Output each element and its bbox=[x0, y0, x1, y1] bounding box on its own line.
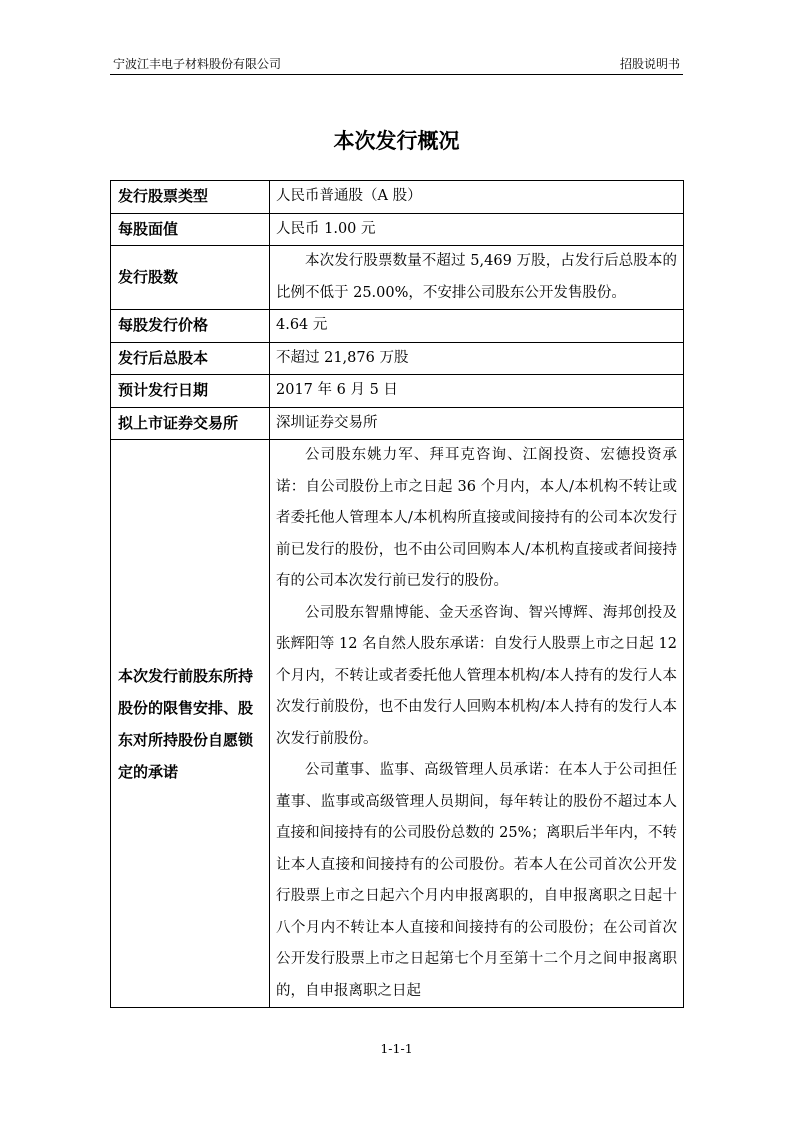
row-label: 发行后总股本 bbox=[111, 342, 270, 375]
row-label: 发行股票类型 bbox=[111, 181, 270, 214]
row-label: 每股发行价格 bbox=[111, 310, 270, 343]
header-company-name: 宁波江丰电子材料股份有限公司 bbox=[113, 57, 282, 71]
offering-summary-table bbox=[110, 180, 684, 1008]
row-value bbox=[270, 440, 684, 1008]
table-row-exchange bbox=[111, 407, 684, 440]
row-value: 不超过 21,876 万股 bbox=[270, 342, 684, 375]
row-label: 发行股数 bbox=[111, 246, 270, 310]
lockup-paragraph: 公司董事、监事、高级管理人员承诺：在本人于公司担任董事、监事或高级管理人员期间，每年转让的股份不超过本人直接和间接持有的公司股份总数的 25%；离职后半年内，不转让本人直接和间接持有的公司股份。若本人在公司首次公开发行股票上市之日起六个月内申报离职的，自申报离职之日起十八个月内不转让本人直接和间接持有的公司股份；在公司首次公开发行股票上市之日起第七个月至第十二个月之间申报离职的，自申报离职之日起 bbox=[276, 762, 677, 999]
row-value: 4.64 元 bbox=[270, 310, 684, 343]
header-divider bbox=[110, 74, 683, 75]
header-document-type: 招股说明书 bbox=[619, 57, 680, 71]
row-value: 人民币 1.00 元 bbox=[270, 213, 684, 246]
lockup-paragraph: 公司股东智鼎博能、金天丞咨询、智兴博辉、海邦创投及张辉阳等 12 名自然人股东承诺：自发行人股票上市之日起 12 个月内，不转让或者委托他人管理本机构/本人持有的发行人本次发行前股份，也不由发行人回购本机构/本人持有的发行人本次发行前股份。 bbox=[276, 604, 677, 747]
table-row-stock-type bbox=[111, 181, 684, 214]
row-value: 深圳证券交易所 bbox=[270, 407, 684, 440]
table-row-total-shares bbox=[111, 342, 684, 375]
row-value-paragraph: 本次发行股票数量不超过 5,469 万股，占发行后总股本的比例不低于 25.00%，不安排公司股东公开发售股份。 bbox=[276, 253, 677, 301]
row-label: 本次发行前股东所持股份的限售安排、股东对所持股份自愿锁定的承诺 bbox=[111, 440, 270, 1008]
row-value: 人民币普通股（A 股） bbox=[270, 181, 684, 214]
lockup-paragraph: 公司股东姚力军、拜耳克咨询、江阁投资、宏德投资承诺：自公司股份上市之日起 36 个月内，本人/本机构不转让或者委托他人管理本人/本机构所直接或间接持有的公司本次发行前已发行的股份，也不由公司回购本人/本机构直接或者间接持有的公司本次发行前已发行的股份。 bbox=[276, 447, 677, 589]
row-value bbox=[270, 246, 684, 310]
row-label: 每股面值 bbox=[111, 213, 270, 246]
page-number: 1-1-1 bbox=[380, 1041, 413, 1056]
row-label: 预计发行日期 bbox=[111, 375, 270, 408]
row-label: 拟上市证券交易所 bbox=[111, 407, 270, 440]
row-value: 2017 年 6 月 5 日 bbox=[270, 375, 684, 408]
page-title: 本次发行概况 bbox=[333, 129, 460, 153]
table-row-share-count bbox=[111, 246, 684, 310]
table-row-issue-date bbox=[111, 375, 684, 408]
table-row-issue-price bbox=[111, 310, 684, 343]
table-row-par-value bbox=[111, 213, 684, 246]
table-row-lockup bbox=[111, 440, 684, 1008]
